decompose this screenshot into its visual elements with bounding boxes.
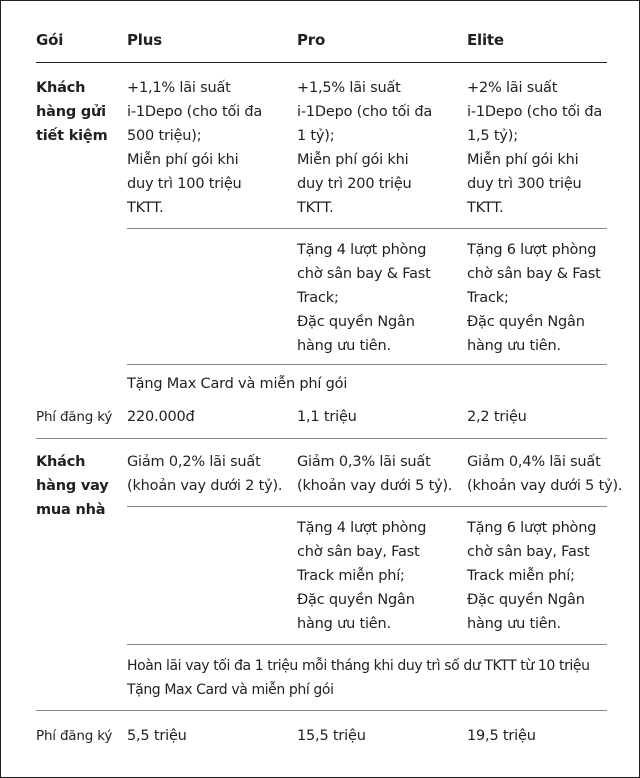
- mortgage-divider-2: [127, 644, 607, 645]
- mortgage-section-label: Khách hàng vay mua nhà: [36, 454, 109, 518]
- savings-elite-rate-benefit: +2% lãi suất i-1Depo (cho tối đa 1,5 tỷ); Miễn phí gói khi duy trì 300 triệu TKTT.: [467, 80, 603, 216]
- mortgage-fee-label: Phí đăng ký: [36, 728, 113, 744]
- mortgage-divider-3: [36, 710, 607, 711]
- savings-fee-pro: 1,1 triệu: [297, 409, 357, 425]
- mortgage-pro-rate-benefit: Giảm 0,3% lãi suất (khoản vay dưới 5 tỷ).: [297, 454, 453, 494]
- savings-divider-2: [127, 364, 607, 365]
- savings-common-benefit: Tặng Max Card và miễn phí gói: [127, 376, 348, 392]
- mortgage-fee-elite: 19,5 triệu: [467, 728, 536, 744]
- mortgage-common-benefit: Hoàn lãi vay tối đa 1 triệu mỗi tháng khi duy trì số dư TKTT từ 10 triệu Tặng Max Card và miễn phí gói: [127, 658, 590, 698]
- mortgage-plus-rate-benefit: Giảm 0,2% lãi suất (khoản vay dưới 2 tỷ).: [127, 454, 283, 494]
- savings-section-label: Khách hàng gửi tiết kiệm: [36, 80, 108, 144]
- mortgage-elite-lounge-benefit: Tặng 6 lượt phòng chờ sân bay, Fast Track miễn phí; Đặc quyền Ngân hàng ưu tiên.: [467, 520, 597, 632]
- section-divider: [36, 438, 607, 439]
- header-package-label: Gói: [36, 31, 64, 49]
- savings-fee-label: Phí đăng ký: [36, 409, 113, 425]
- header-plan-pro: Pro: [297, 31, 326, 49]
- mortgage-fee-plus: 5,5 triệu: [127, 728, 187, 744]
- mortgage-pro-lounge-benefit: Tặng 4 lượt phòng chờ sân bay, Fast Track miễn phí; Đặc quyền Ngân hàng ưu tiên.: [297, 520, 427, 632]
- mortgage-fee-pro: 15,5 triệu: [297, 728, 366, 744]
- savings-pro-rate-benefit: +1,5% lãi suất i-1Depo (cho tối đa 1 tỷ); Miễn phí gói khi duy trì 200 triệu TKTT.: [297, 80, 433, 216]
- header-plan-elite: Elite: [467, 31, 504, 49]
- mortgage-elite-rate-benefit: Giảm 0,4% lãi suất (khoản vay dưới 5 tỷ).: [467, 454, 623, 494]
- header-divider: [36, 62, 607, 63]
- header-plan-plus: Plus: [127, 31, 162, 49]
- savings-elite-lounge-benefit: Tặng 6 lượt phòng chờ sân bay & Fast Track; Đặc quyền Ngân hàng ưu tiên.: [467, 242, 601, 354]
- mortgage-divider-1: [127, 506, 607, 507]
- savings-plus-rate-benefit: +1,1% lãi suất i-1Depo (cho tối đa 500 triệu); Miễn phí gói khi duy trì 100 triệu TKTT.: [127, 80, 263, 216]
- savings-pro-lounge-benefit: Tặng 4 lượt phòng chờ sân bay & Fast Track; Đặc quyền Ngân hàng ưu tiên.: [297, 242, 431, 354]
- savings-fee-elite: 2,2 triệu: [467, 409, 527, 425]
- savings-fee-plus: 220.000đ: [127, 409, 195, 425]
- savings-divider-1: [127, 228, 607, 229]
